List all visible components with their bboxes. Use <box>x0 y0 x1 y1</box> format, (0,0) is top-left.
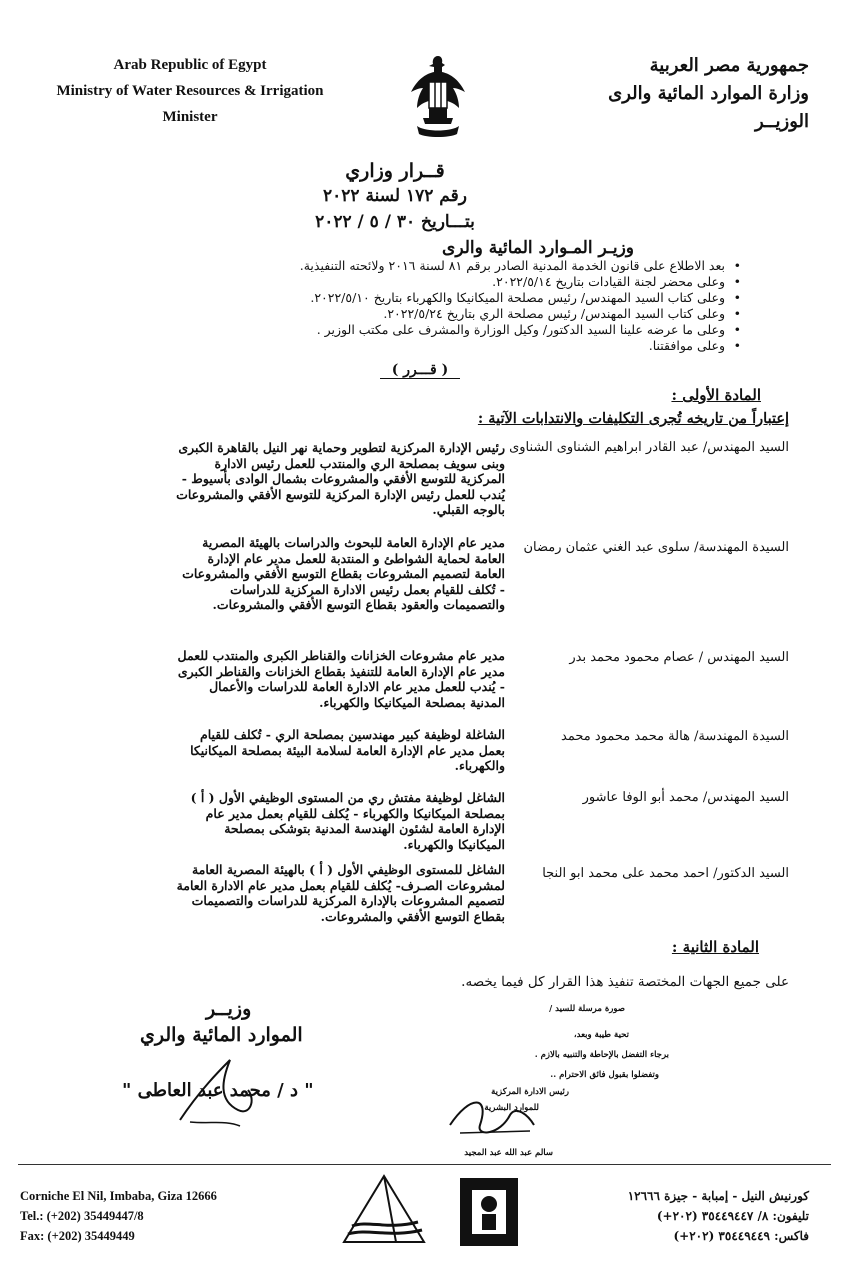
footer-address-ar: كورنيش النيل - إمبابة - جيزة ١٢٦٦٦ <box>627 1189 809 1203</box>
preamble-item: • وعلى كتاب السيد المهندس/ رئيس مصلحة الري بتاريخ ٢٠٢٢/٥/٢٤. <box>101 306 741 322</box>
assignee-role: مدير عام مشروعات الخزانات والقناطر الكبرى والمنتدب للعمل مدير عام الإدارة العامة للتنفيذ بقطاع الخزانات والقناطر الكبرى - يُندب للعمل مدير عام الادارة العامة للدراسات والأعمال المدنية بمصلحة الميكانيكا والكهرباء. <box>177 648 505 710</box>
ministry-logo-icon <box>458 1176 520 1248</box>
assignee-role: رئيس الإدارة المركزية لتطوير وحماية نهر النيل بالقاهرة الكبرى وبنى سويف بمصلحة الري والمنتدب للعمل رئيس الادارة المركزية للتوسع الأفقي والمشروعات بشمال الوادى بأسيوط - يُندب للعمل رئيس الإدارة المركزية للتوسع الأفقي والمشروعات بالوجه القبلي. <box>176 440 505 517</box>
footer-fax-ar: فاكس: ٣٥٤٤٩٤٤٩ (٢٠٢+) <box>673 1229 809 1243</box>
distribution-line: برجاء التفضل بالإحاطة والتنبيه بالازم . <box>534 1050 669 1060</box>
signature-title-2: الموارد المائية والري <box>140 1024 303 1046</box>
preamble-item: • وعلى موافقتنا. <box>101 338 741 354</box>
ministry-name-en: Ministry of Water Resources & Irrigation <box>56 83 324 99</box>
footer-address-en: Corniche El Nil, Imbaba, Giza 12666 <box>20 1189 217 1203</box>
preamble-item: • بعد الاطلاع على قانون الخدمة المدنية الصادر برقم ٨١ لسنة ٢٠١٦ ولائحته التنفيذية. <box>101 258 741 274</box>
assignee-name: السيدة المهندسة/ سلوى عبد الغني عثمان رمضان <box>523 540 789 555</box>
assignee-name: السيد الدكتور/ احمد محمد على محمد ابو النجا <box>542 866 789 881</box>
assignee-role: الشاغلة لوظيفة كبير مهندسين بمصلحة الري - تُكلف للقيام بعمل مدير عام الإدارة العامة لسلامة البيئة بمصلحة الميكانيكا والكهرباء. <box>190 727 505 773</box>
assignee-name: السيد المهندس / عصام محمود محمد بدر <box>569 650 789 665</box>
decree-title: قــرار وزاري <box>345 160 445 182</box>
minister-line: وزيـر المـوارد المائية والرى <box>442 238 634 258</box>
country-name-en: Arab Republic of Egypt <box>113 57 267 73</box>
assignee-role: الشاغل للمستوى الوظيفي الأول ( أ ) بالهيئة المصرية العامة لمشروعات الصـرف- يُكلف للقيام بعمل مدير عام الادارة العامة لتصميم المشروعات بالإدارة المركزية للدراسات والتصميمات بقطاع التوسع الأفقي والمشروعات. <box>176 862 505 924</box>
assignee-role: مدير عام الإدارة العامة للبحوث والدراسات بالهيئة المصرية العامة لحماية الشواطئ و المنتدبة للعمل مدير عام الإدارة العامة لتصميم المشروعات بقطاع التوسع الأفقي والمشروعات - تُكلف للقيام بعمل رئيس الادارة المركزية للدراسات والتصميمات والعقود بقطاع التوسع الأفقي والمشروعات. <box>182 535 505 612</box>
preamble-list <box>101 258 741 354</box>
footer-tel-ar: تليفون: ٨/ ٣٥٤٤٩٤٤٧ (٢٠٢+) <box>656 1209 809 1223</box>
stamp-name: سالم عبد الله عبد المجيد <box>464 1148 553 1158</box>
assignee-role: الشاغل لوظيفة مفتش ري من المستوى الوظيفي الأول ( أ ) بمصلحة الميكانيكا والكهرباء - يُكلف للقيام بعمل مدير عام الإدارة العامة لشئون الهندسة المدنية بتوشكى بمصلحة الميكانيكا والكهرباء. <box>190 790 505 852</box>
distribution-line: وتفضلوا بقبول فائق الاحترام .. <box>550 1070 659 1080</box>
decree-number: رقم ١٧٢ لسنة ٢٠٢٢ <box>323 186 467 206</box>
assignee-name: السيد المهندس/ محمد أبو الوفا عاشور <box>582 790 789 805</box>
header-arabic <box>509 52 809 136</box>
hr-signature-icon <box>440 1085 540 1145</box>
article2-text: على جميع الجهات المختصة تنفيذ هذا القرار كل فيما يخصه. <box>461 974 789 990</box>
preamble-item: • وعلى ما عرضه علينا السيد الدكتور/ وكيل الوزارة والمشرف على مكتب الوزير . <box>101 322 741 338</box>
footer-divider <box>18 1164 831 1165</box>
eagle-emblem-icon <box>405 52 471 140</box>
preamble-item: • وعلى كتاب السيد المهندس/ رئيس مصلحة الميكانيكا والكهرباء بتاريخ ٢٠٢٢/٥/١٠. <box>101 290 741 306</box>
footer-tel-en: Tel.: (+202) 35449447/8 <box>20 1209 144 1223</box>
preamble-item: • وعلى محضر لجنة القيادات بتاريخ ٢٠٢٢/٥/١٤. <box>101 274 741 290</box>
assignee-name: السيد المهندس/ عبد القادر ابراهيم الشناوى الشناوى <box>509 440 789 455</box>
decree-date: بتـــاريخ ٣٠ / ٥ / ٢٠٢٢ <box>315 212 475 232</box>
assignee-name: السيدة المهندسة/ هالة محمد محمود محمد <box>561 729 789 744</box>
decide-label: ( قـــرر ) <box>380 362 460 379</box>
pyramid-logo-icon <box>338 1172 430 1248</box>
footer-arabic <box>569 1186 809 1246</box>
country-name-ar: جمهورية مصر العربية <box>649 55 809 76</box>
stamp-line: للموارد البشرية <box>484 1103 539 1113</box>
article1-intro: إعتباراً من تاريخه تُجرى التكليفات والانتدابات الآتية : <box>477 410 789 427</box>
stamp-line: رئيس الادارة المركزية <box>491 1087 569 1097</box>
minister-title-ar: الوزيــر <box>755 111 809 132</box>
ministry-name-ar: وزارة الموارد المائية والرى <box>608 83 809 104</box>
distribution-line: تحية طيبة وبعد، <box>573 1030 629 1040</box>
article1-title: المادة الأولى : <box>671 386 761 404</box>
distribution-line: صورة مرسلة للسيد / <box>549 1004 625 1014</box>
signature-title-1: وزيــر <box>206 998 252 1020</box>
article2-title: المادة الثانية : <box>671 938 759 956</box>
header-english <box>20 52 360 130</box>
minister-title-en: Minister <box>162 109 218 125</box>
footer-fax-en: Fax: (+202) 35449449 <box>20 1229 135 1243</box>
signature-name: " د / محمد عبد العاطى " <box>122 1080 314 1101</box>
footer-english <box>20 1186 280 1246</box>
